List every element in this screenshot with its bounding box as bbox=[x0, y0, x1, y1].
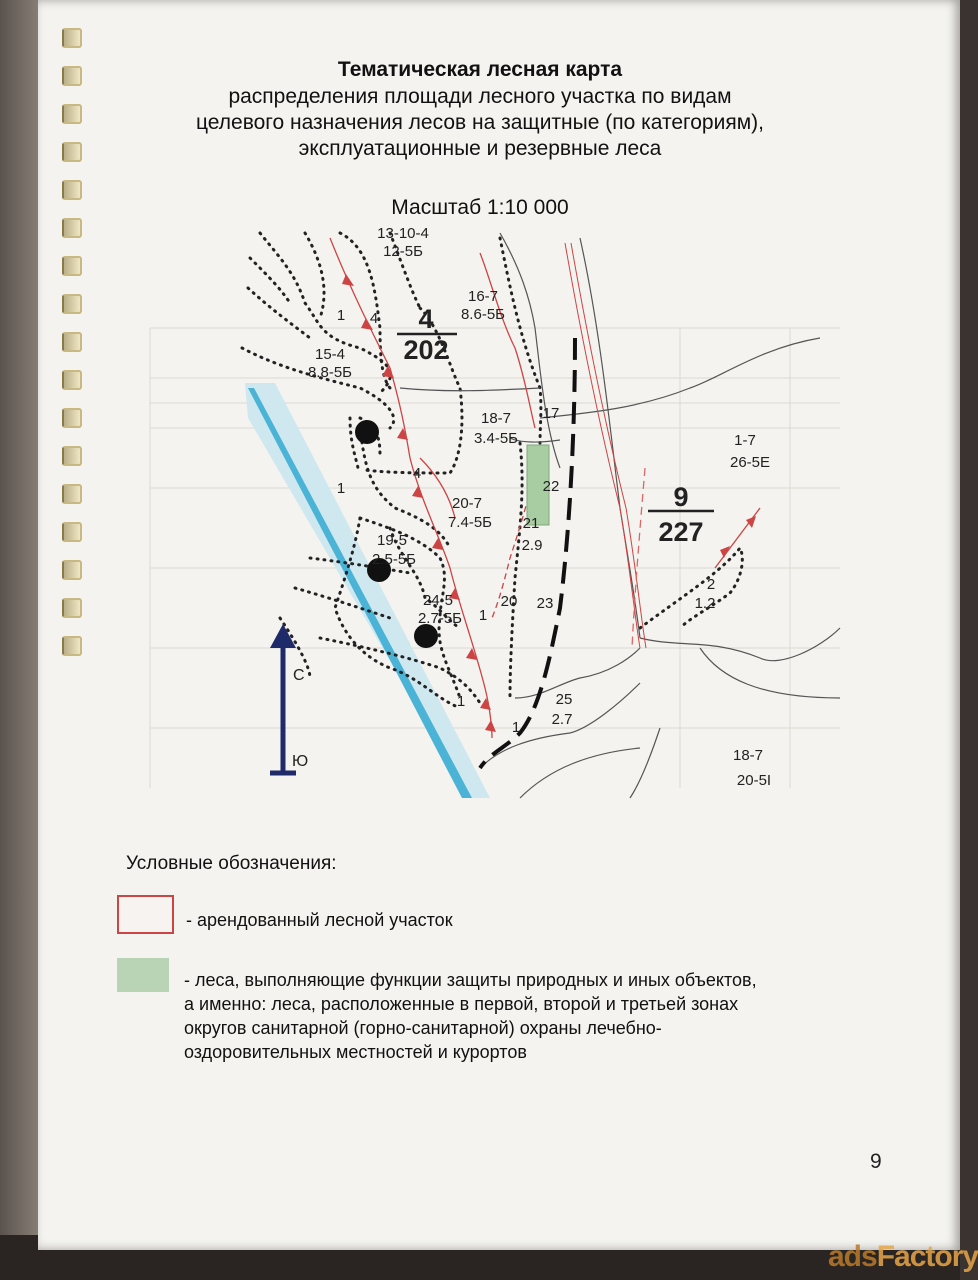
plot-number: 1 bbox=[456, 693, 466, 710]
binding-coil bbox=[62, 370, 82, 390]
plot-label: 26-5Е bbox=[729, 454, 771, 471]
plot-number: 20 bbox=[500, 593, 518, 610]
page-number: 9 bbox=[870, 1150, 882, 1173]
watermark-part: Factory bbox=[876, 1240, 978, 1273]
plot-label: 16-7 bbox=[467, 288, 499, 305]
plot-label: 15-4 bbox=[314, 346, 346, 363]
binding-coil bbox=[62, 332, 82, 352]
plot-label: 2.7-5Б bbox=[417, 610, 463, 627]
binding-coil bbox=[62, 636, 82, 656]
map-subtitle bbox=[0, 84, 960, 162]
plot-label: 12-5Б bbox=[383, 243, 423, 260]
plot-label: 25 bbox=[555, 691, 573, 708]
plot-number: 22 bbox=[542, 478, 560, 495]
plot-label: 1.2 bbox=[694, 595, 716, 612]
binding-coil bbox=[62, 408, 82, 428]
binding-coil bbox=[62, 446, 82, 466]
plot-number: 1 bbox=[336, 480, 346, 497]
plot-label: 3.4-5Б bbox=[473, 430, 519, 447]
plot-label: 2 bbox=[706, 576, 716, 593]
plot-label: 8.6-5Б bbox=[460, 306, 506, 323]
plot-label: 2.5-5Б bbox=[371, 551, 417, 568]
plot-label: 2.7 bbox=[551, 711, 573, 728]
map-scale: Масштаб 1:10 000 bbox=[391, 196, 569, 219]
plot-label: 24-5 bbox=[422, 592, 454, 609]
plot-label: 19-5 bbox=[376, 532, 408, 549]
plot-label: 13-10-4 bbox=[377, 225, 429, 242]
binding-coil bbox=[62, 522, 82, 542]
binding-coil bbox=[62, 218, 82, 238]
legend-item-protected: - леса, выполняющие функции защиты природных и иных объектов, а именно: леса, расположенные в первой, второй и третьей зонах округов санитарной (горно-санитарной) охраны лечебно-оздоровительных местностей и курортов bbox=[184, 970, 757, 1062]
plot-label: 21 bbox=[522, 515, 540, 532]
binding-coil bbox=[62, 598, 82, 618]
plot-number: 1 bbox=[478, 607, 488, 624]
compass-north: С bbox=[293, 667, 305, 684]
plot-number: 4 bbox=[369, 310, 379, 327]
plot-label: 20-7 bbox=[451, 495, 483, 512]
legend-heading: Условные обозначения: bbox=[126, 853, 337, 874]
subtitle-line: распределения площади лесного участка по видам bbox=[228, 85, 732, 108]
plot-label: 18-7 bbox=[732, 747, 764, 764]
plot-label: 20-5І bbox=[736, 772, 772, 789]
plot-label: 7.4-5Б bbox=[447, 514, 493, 531]
location-dot bbox=[414, 624, 438, 648]
plot-label: 18-7 bbox=[480, 410, 512, 427]
location-dot bbox=[355, 420, 379, 444]
binding-coil bbox=[62, 484, 82, 504]
plot-label: 1-7 bbox=[734, 432, 756, 449]
quarter-area: 227 bbox=[658, 517, 704, 547]
quarter-area: 202 bbox=[403, 335, 449, 365]
plot-number: 23 bbox=[536, 595, 554, 612]
plot-number: 4 bbox=[412, 465, 422, 482]
watermark-logo bbox=[828, 1240, 978, 1274]
plot-label: 8.8-5Б bbox=[307, 364, 353, 381]
watermark-part: ads bbox=[828, 1240, 877, 1273]
subtitle-line: целевого назначения лесов на защитные (по категориям), bbox=[196, 111, 764, 134]
plot-number: 17 bbox=[542, 405, 560, 422]
binding-coil bbox=[62, 294, 82, 314]
binding-coil bbox=[62, 28, 82, 48]
binding-coil bbox=[62, 560, 82, 580]
compass bbox=[270, 624, 308, 773]
subtitle-line: эксплуатационные и резервные леса bbox=[298, 137, 662, 160]
quarter-number: 4 bbox=[418, 304, 434, 334]
map-title: Тематическая лесная карта bbox=[337, 58, 623, 81]
legend-swatch-leased bbox=[117, 895, 174, 934]
binding-coil bbox=[62, 256, 82, 276]
quarter-labels bbox=[397, 304, 714, 547]
compass-south: Ю bbox=[292, 753, 309, 770]
legend-swatch-protected bbox=[117, 958, 169, 992]
legend-item-leased: - арендованный лесной участок bbox=[186, 910, 453, 930]
plot-number: 1 bbox=[511, 719, 521, 736]
leased-boundary bbox=[565, 243, 646, 648]
plot-label: 2.9 bbox=[521, 537, 543, 554]
plot-number: 1 bbox=[336, 307, 346, 324]
quarter-number: 9 bbox=[673, 482, 689, 512]
forest-map bbox=[120, 225, 840, 808]
